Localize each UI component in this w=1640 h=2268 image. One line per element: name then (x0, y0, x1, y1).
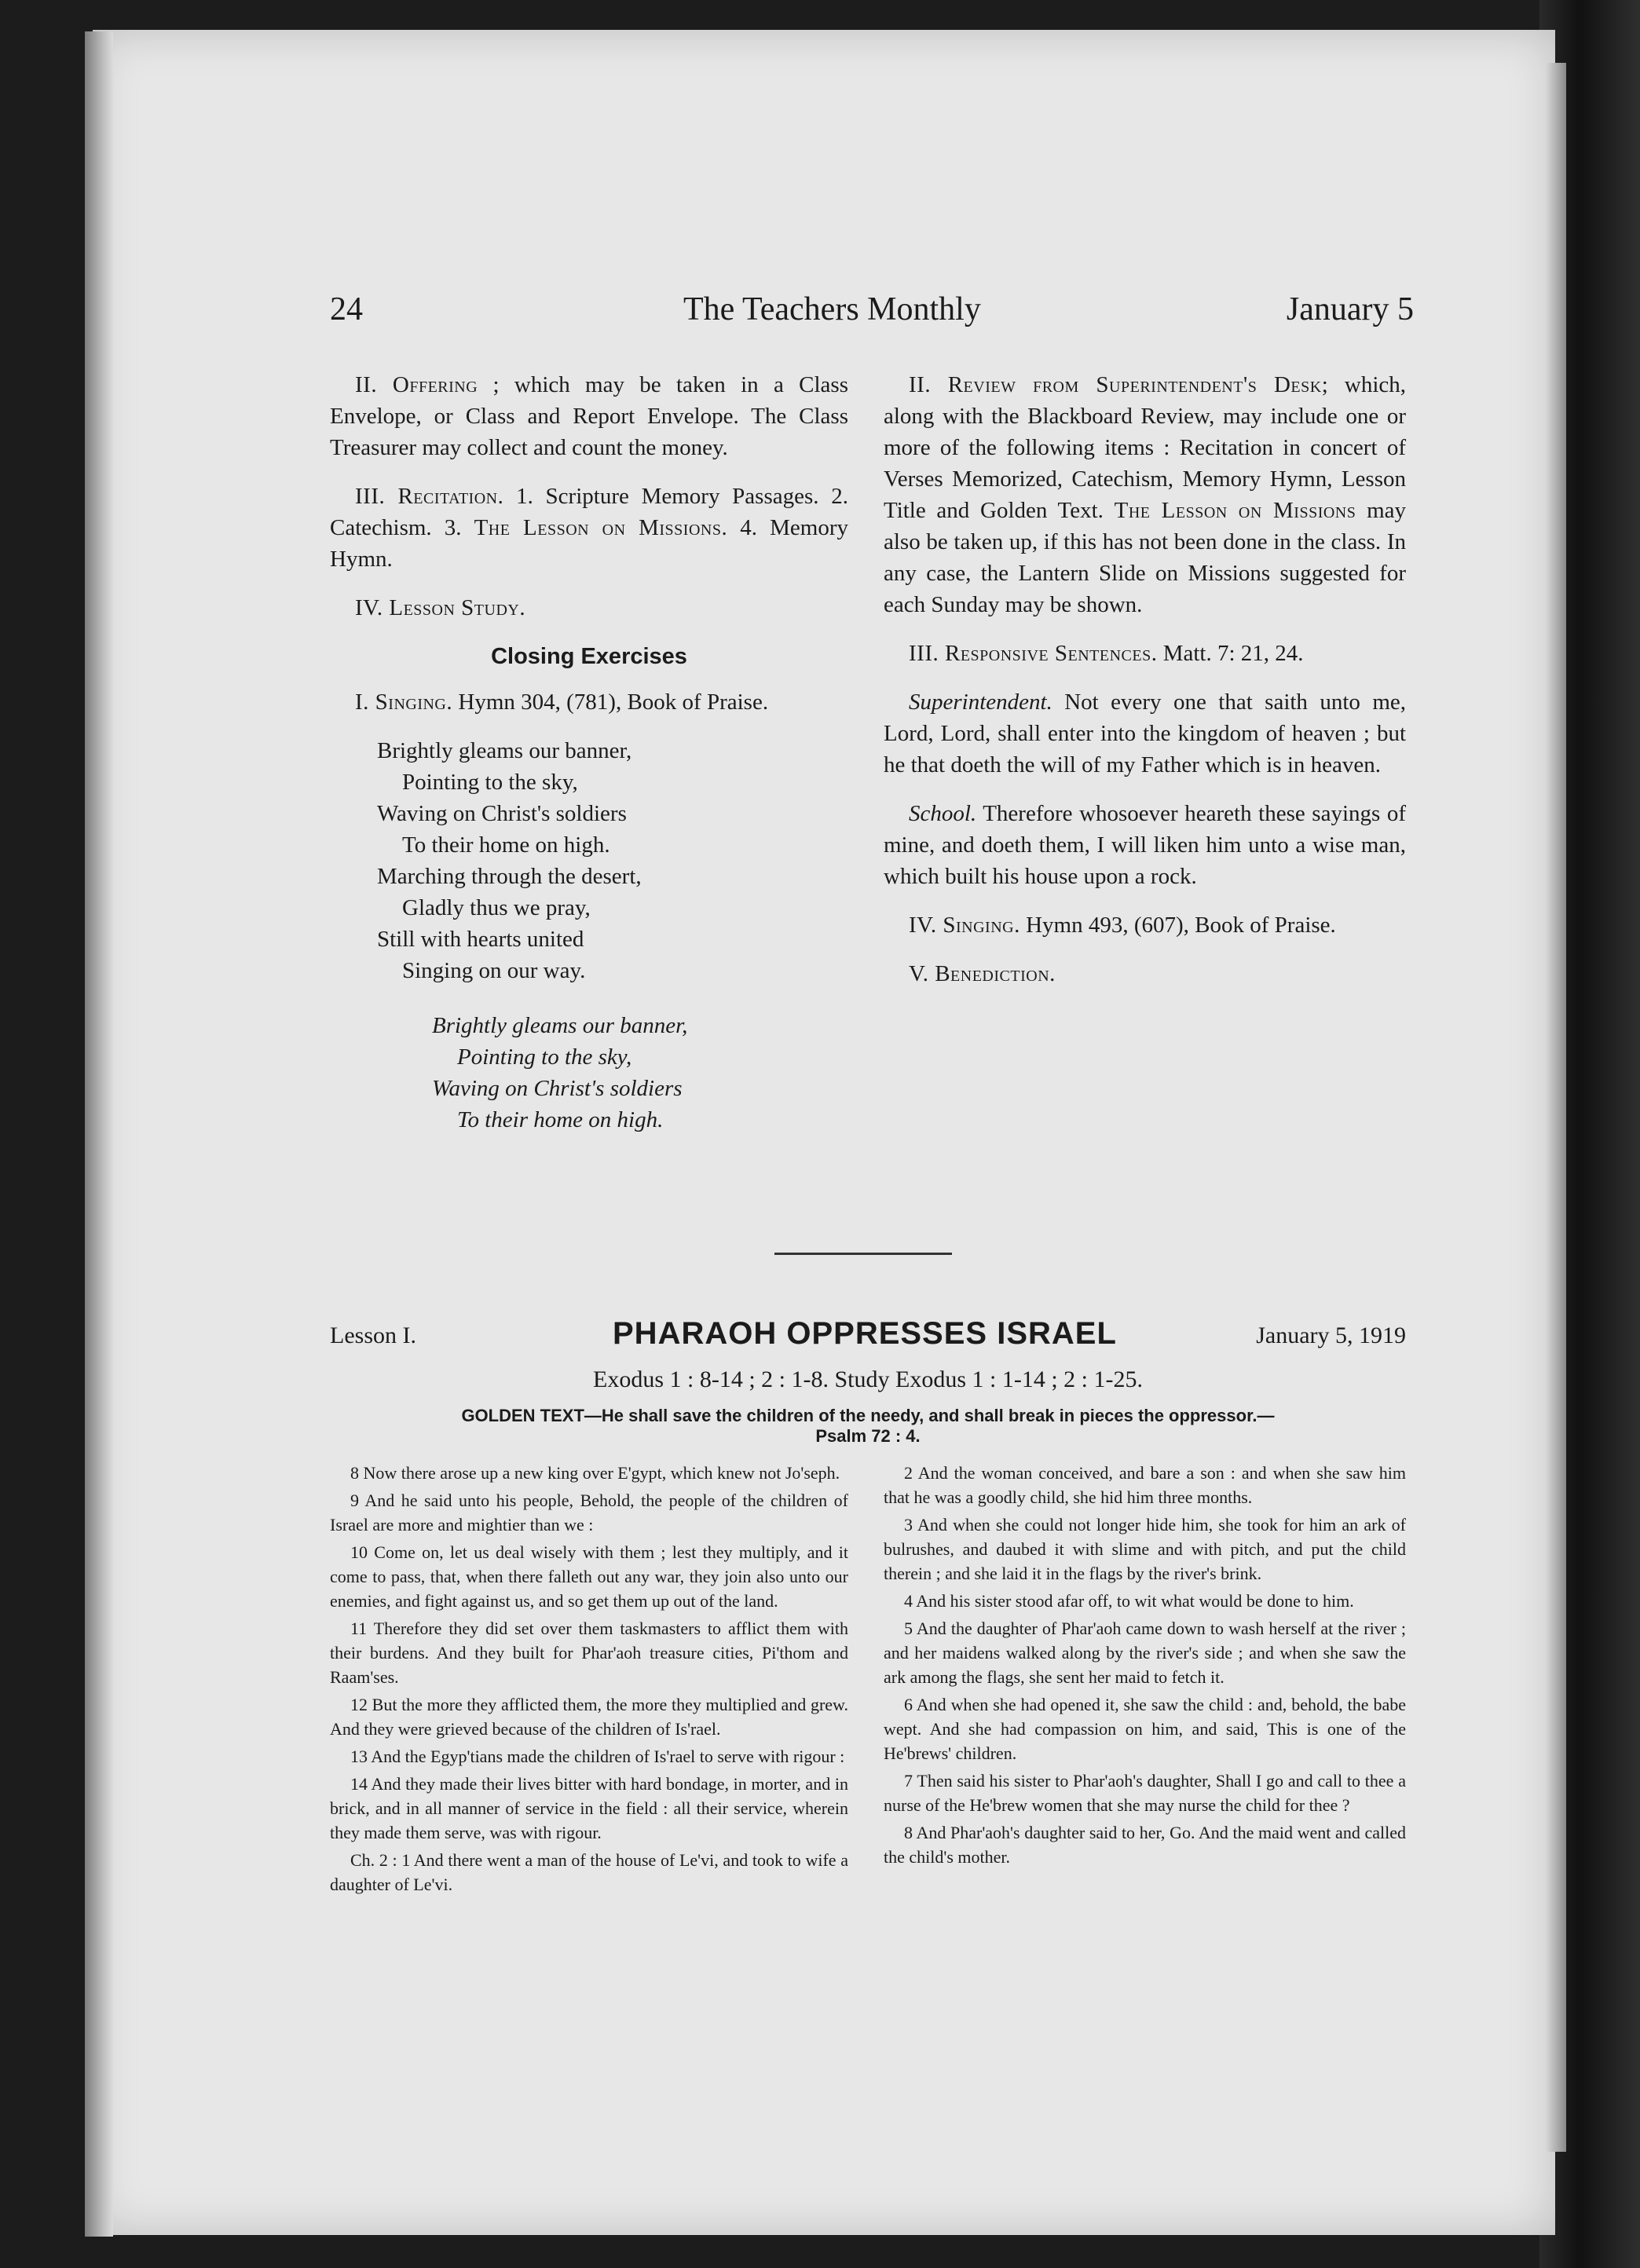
hymn-chorus (432, 1010, 848, 1136)
hymn-line: Waving on Christ's soldiers (377, 801, 627, 826)
benediction-item: V. Benediction. (909, 961, 1056, 986)
recitation-heading: III. Recitation. (355, 484, 504, 509)
superintendent-label: Superintendent. (909, 690, 1052, 715)
closing-hymn-paragraph (884, 909, 1406, 941)
closing-hymn-heading: IV. Singing. (909, 913, 1020, 938)
section-divider (774, 1253, 952, 1255)
chorus-line: Pointing to the sky, (457, 1044, 632, 1070)
hymn-line: To their home on high. (402, 832, 610, 858)
closing-singing-text: Hymn 304, (781), Book of Praise. (452, 690, 769, 715)
recitation-lesson-missions: The Lesson on Missions. (474, 515, 728, 540)
scripture-verses-left (330, 1461, 848, 1900)
page-number: 24 (330, 291, 363, 327)
lesson-date: January 5, 1919 (1256, 1322, 1406, 1348)
responsive-text: Matt. 7: 21, 24. (1157, 641, 1304, 666)
golden-text-line-1: GOLDEN TEXT—He shall save the children of the needy, and shall break in pieces the oppressor.— (461, 1406, 1275, 1425)
verse: 8 Now there arose up a new king over E'gypt, which knew not Jo'seph. (350, 1463, 840, 1483)
chorus-line: To their home on high. (457, 1107, 664, 1132)
left-column (330, 369, 848, 1136)
verse: 2 And the woman conceived, and bare a son : and when she saw him that he was a goodly child, she hid him three months. (884, 1463, 1406, 1507)
golden-text (330, 1406, 1406, 1447)
recitation-paragraph (330, 481, 848, 575)
responsive-paragraph (884, 638, 1406, 669)
page-gutter-shadow (85, 31, 113, 2237)
right-column (884, 369, 1406, 1007)
review-lesson-missions: The Lesson on Missions (1114, 498, 1356, 523)
superintendent-text: Not every one that saith unto me, Lord, Lord, shall enter into the kingdom of heaven ; but he that doeth the will of my Father which is in heaven. (884, 690, 1406, 777)
verse: 5 And the daughter of Phar'aoh came down to wash herself at the river ; and her maidens walked along by the river's side ; and when she saw the ark among the flags, she sent her maid to fetch it. (884, 1619, 1406, 1687)
journal-title: The Teachers Monthly (683, 291, 981, 327)
school-label: School. (909, 801, 977, 826)
recitation-text-2: 4. Memory Hymn. (330, 515, 849, 572)
review-heading: II. Review from Superintendent's Desk (909, 372, 1322, 397)
superintendent-paragraph (884, 686, 1406, 781)
hymn-line: Brightly gleams our banner, (377, 738, 632, 763)
lesson-header (330, 1316, 1406, 1360)
closing-singing-heading: I. Singing. (355, 690, 453, 715)
verse: 11 Therefore they did set over them taskmasters to afflict them with their burdens. And they built for Phar'aoh treasure cities, Pi'thom and Raam'ses. (330, 1619, 848, 1687)
verse: 10 Come on, let us deal wisely with them ; lest they multiply, and it come to pass, that, when there falleth out any war, they join also unto our enemies, and fight against us, and so get them up out of the land. (330, 1542, 848, 1611)
lesson-title: PHARAOH OPPRESSES ISRAEL (613, 1316, 1117, 1351)
verse: 8 And Phar'aoh's daughter said to her, Go. And the maid went and called the child's mother. (884, 1823, 1406, 1867)
offering-paragraph (330, 369, 848, 463)
recitation-text-1: 1. Scripture Memory Passages. 2. Catechism. 3. (330, 484, 848, 540)
hymn-line: Pointing to the sky, (402, 770, 578, 795)
issue-date: January 5 (1286, 291, 1414, 327)
responsive-heading: III. Responsive Sentences. (909, 641, 1158, 666)
lesson-study-item: IV. Lesson Study. (355, 595, 526, 620)
verse: 14 And they made their lives bitter with hard bondage, in morter, and in brick, and in all manner of service in the field : all their service, wherein they made them serve, was with rigour. (330, 1774, 848, 1842)
scripture-reference: Exodus 1 : 8-14 ; 2 : 1-8. Study Exodus 1 : 1-14 ; 2 : 1-25. (593, 1366, 1143, 1392)
offering-text: ; which may be taken in a Class Envelope, or Class and Report Envelope. The Class Treasurer may collect and count the money. (330, 372, 849, 460)
verse: Ch. 2 : 1 And there went a man of the house of Le'vi, and took to wife a daughter of Le'vi. (330, 1850, 848, 1894)
hymn-line: Marching through the desert, (377, 864, 642, 889)
verse: 9 And he said unto his people, Behold, the people of the children of Israel are more and mightier than we : (330, 1491, 848, 1535)
lesson-label: Lesson I. (330, 1322, 416, 1348)
facing-page-edge (1546, 63, 1566, 2152)
golden-text-line-2: Psalm 72 : 4. (815, 1426, 921, 1446)
chorus-line: Waving on Christ's soldiers (432, 1076, 683, 1101)
chorus-line: Brightly gleams our banner, (432, 1013, 688, 1038)
verse: 7 Then said his sister to Phar'aoh's daughter, Shall I go and call to thee a nurse of the He'brew women that she may nurse the child for thee ? (884, 1771, 1406, 1815)
offering-heading: II. Offering (355, 372, 478, 397)
verse: 3 And when she could not longer hide him, she took for him an ark of bulrushes, and daubed it with slime and with pitch, and put the child therein ; and she laid it in the flags by the river's brink. (884, 1515, 1406, 1583)
verse: 4 And his sister stood afar off, to wit what would be done to him. (904, 1591, 1354, 1611)
review-text-2: may also be taken up, if this has not been done in the class. In any case, the Lantern Slide on Missions suggested for each Sunday may be shown. (884, 498, 1407, 617)
hymn-line: Still with hearts united (377, 927, 584, 952)
school-text: Therefore whosoever heareth these sayings of mine, and doeth them, I will liken him unto a wise man, which built his house upon a rock. (884, 801, 1406, 889)
review-paragraph (884, 369, 1406, 620)
verse: 13 And the Egyp'tians made the children of Is'rael to serve with rigour : (350, 1747, 845, 1766)
hymn-line: Singing on our way. (402, 958, 586, 983)
verse: 6 And when she had opened it, she saw the child : and, behold, the babe wept. And she had compassion on him, and said, This is one of the He'brews' children. (884, 1695, 1406, 1763)
closing-singing-paragraph (330, 686, 848, 718)
review-text-1: ; which, along with the Blackboard Review, may include one or more of the following items : Recitation in concert of Verses Memorized, Catechism, Memory Hymn, Lesson Title and Golden Text. (884, 372, 1407, 523)
hymn-line: Gladly thus we pray, (402, 895, 591, 920)
scripture-verses-right (884, 1461, 1406, 1872)
closing-exercises-heading: Closing Exercises (491, 644, 687, 669)
verse: 12 But the more they afflicted them, the more they multiplied and grew. And they were grieved because of the children of Is'rael. (330, 1695, 848, 1739)
hymn-verse (377, 735, 848, 986)
running-header (330, 291, 1414, 346)
closing-hymn-text: Hymn 493, (607), Book of Praise. (1020, 913, 1336, 938)
school-paragraph (884, 798, 1406, 892)
